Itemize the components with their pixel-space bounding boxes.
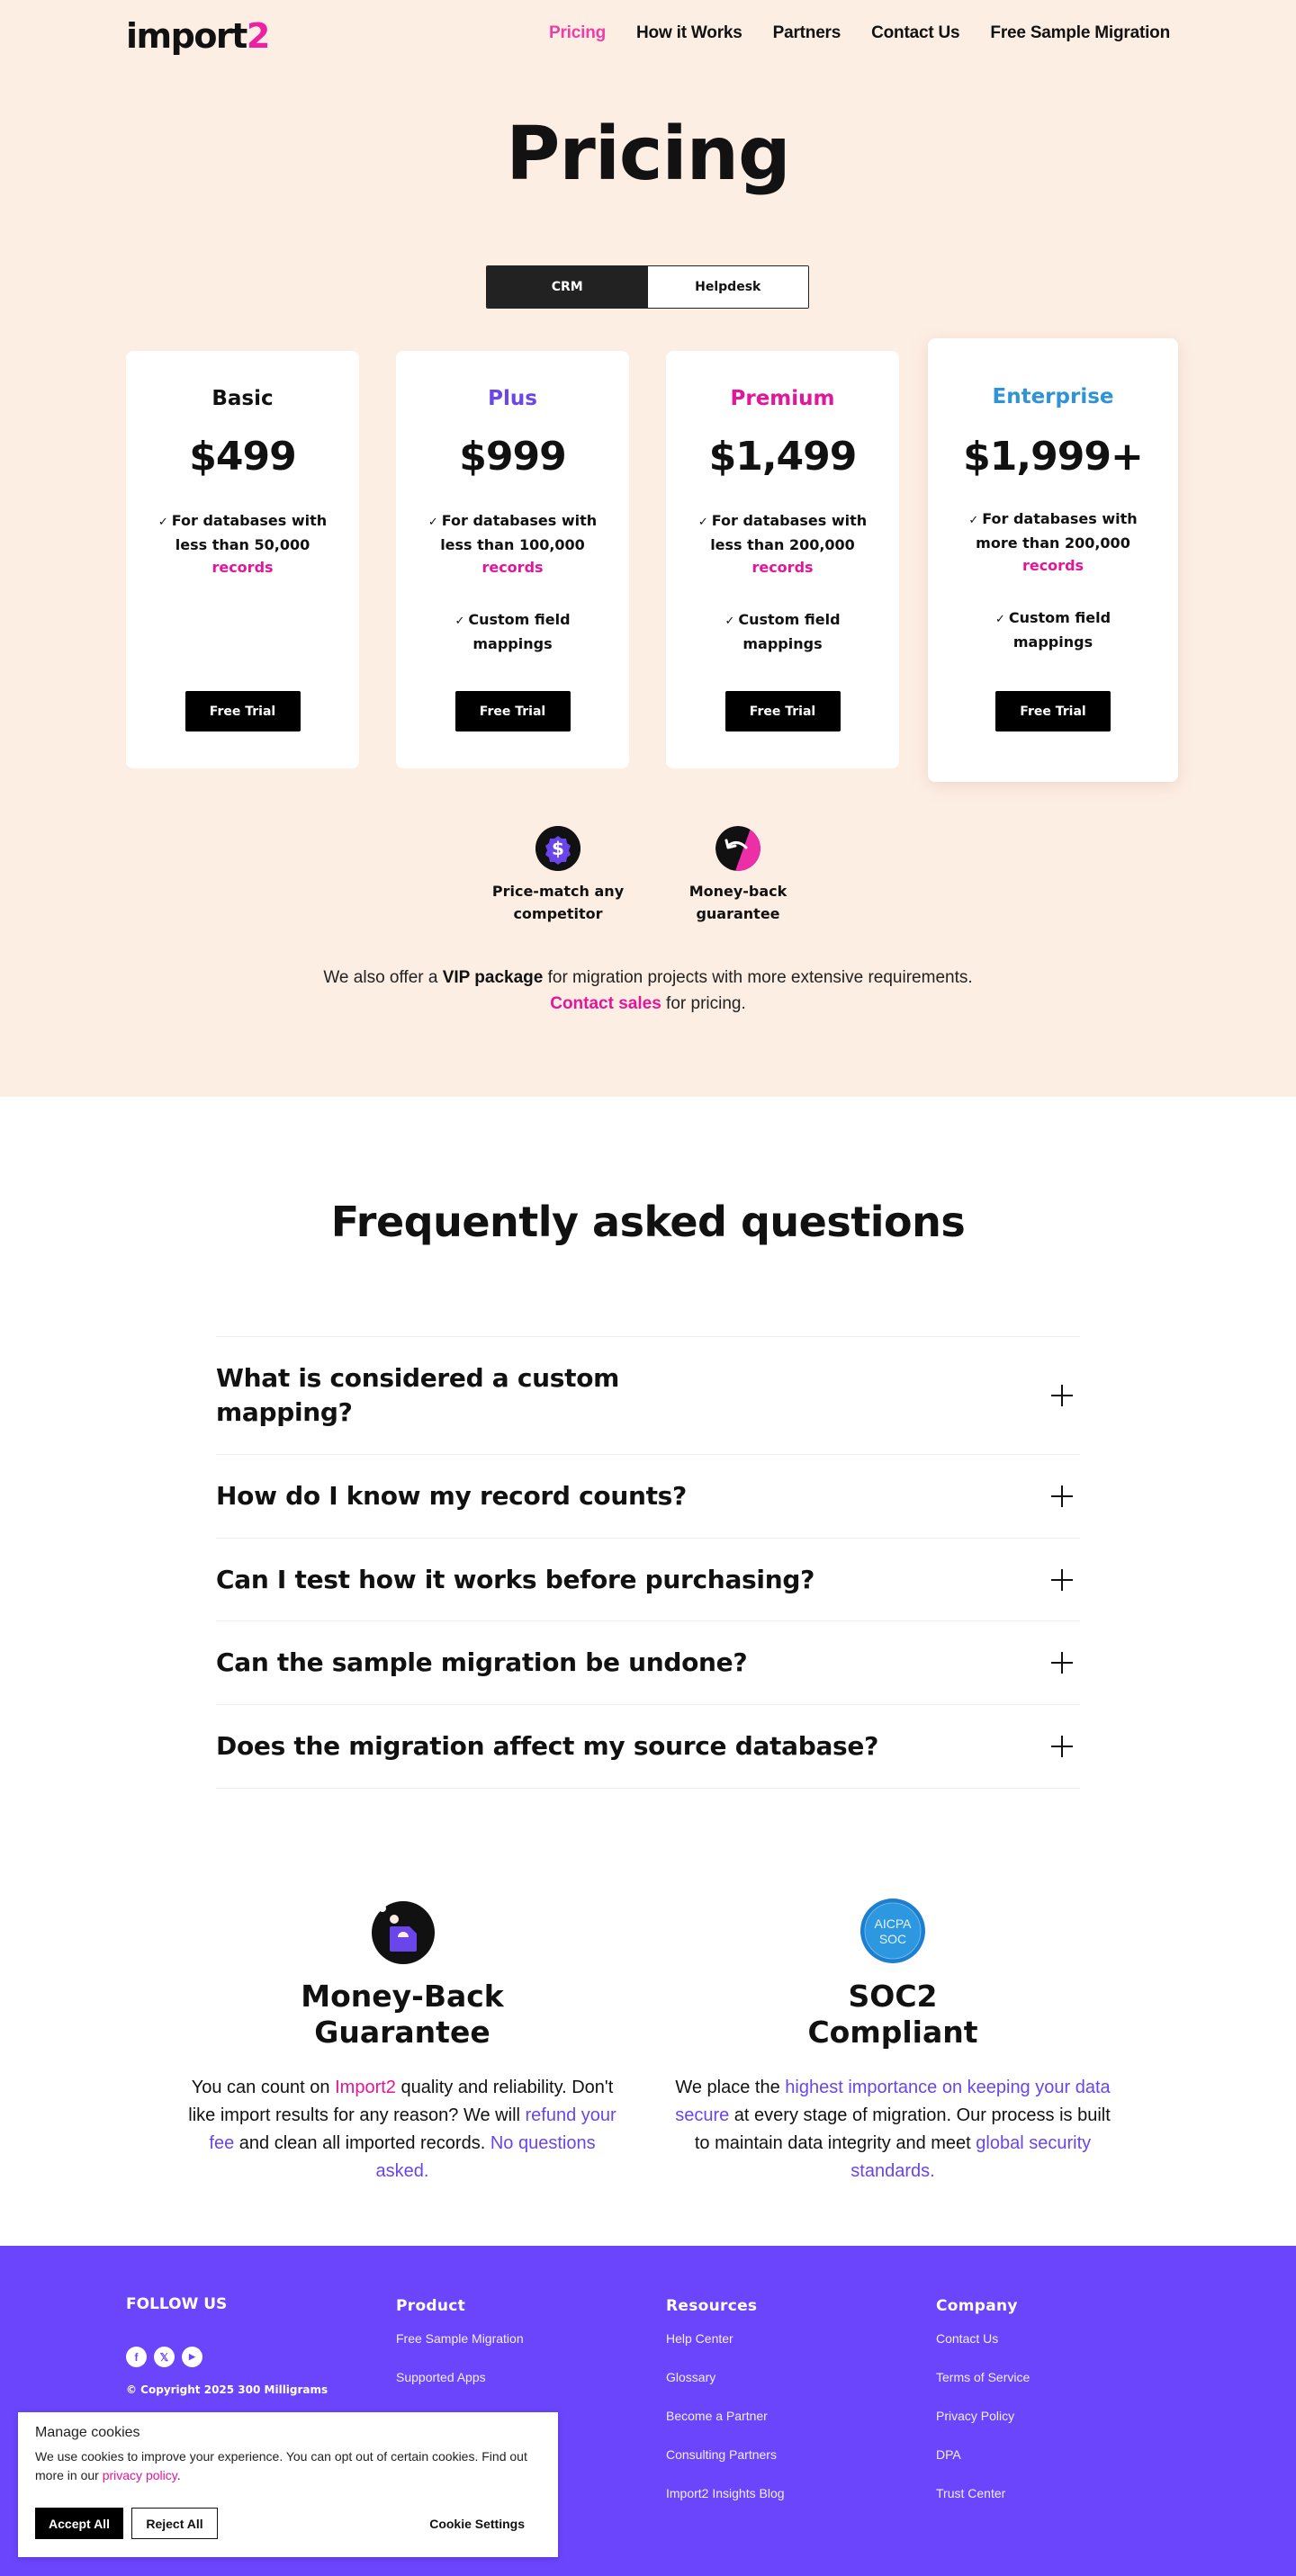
money-back-guarantee-block xyxy=(177,1898,627,2186)
plan-card-premium xyxy=(666,351,899,768)
facebook-icon[interactable]: f xyxy=(126,2347,147,2367)
follow-us-label: FOLLOW US xyxy=(126,2295,228,2313)
check-icon: ✓ xyxy=(698,516,708,529)
check-icon: ✓ xyxy=(454,615,465,628)
plan-name: Enterprise xyxy=(992,385,1114,408)
footer-resources-column xyxy=(666,2295,785,2523)
nav-link-how-it-works[interactable]: How it Works xyxy=(636,23,742,42)
free-trial-button[interactable]: Free Trial xyxy=(725,691,841,732)
faq-item[interactable]: Can I test how it works before purchasing? xyxy=(216,1539,1080,1621)
faq-item[interactable]: Can the sample migration be undone? xyxy=(216,1621,1080,1705)
cookie-settings-button[interactable]: Cookie Settings xyxy=(429,2508,525,2539)
money-back-description: You can count on Import2 quality and reliability. Don't like import results for any reason? We will refund your fee and clean all imported records. No questions asked. xyxy=(188,2078,616,2181)
undo-arrow-icon xyxy=(716,826,760,871)
plan-feature: ✓ Custom field mappings xyxy=(994,609,1112,651)
cookie-banner xyxy=(18,2412,558,2557)
soc2-description: We place the highest importance on keeping your data secure at every stage of migration. Our process is built to maintain data integrity and meet global security standards. xyxy=(675,2078,1111,2181)
tab-helpdesk[interactable]: Helpdesk xyxy=(648,266,809,308)
footer-column-title: Resources xyxy=(666,2297,758,2315)
nav-link-partners[interactable]: Partners xyxy=(772,23,842,42)
plan-price: $499 xyxy=(189,434,296,480)
money-back-title: Money-Back Guarantee xyxy=(301,1979,504,2050)
footer-link-terms-of-service[interactable]: Terms of Service xyxy=(936,2370,1030,2384)
logo-accent: 2 xyxy=(246,16,269,56)
price-match-badge xyxy=(477,826,639,925)
social-links xyxy=(126,2347,328,2367)
tab-crm[interactable]: CRM xyxy=(487,266,648,308)
soc2-compliance-block xyxy=(668,1898,1118,2186)
vip-package-note: We also offer a VIP package for migration projects with more extensive requirements. Contact sales for pricing. xyxy=(323,968,973,1013)
faq-section xyxy=(0,1097,1296,1781)
plan-name: Plus xyxy=(488,387,537,410)
plan-feature: ✓ For databases with less than 100,000 records xyxy=(428,512,598,576)
plan-card-basic xyxy=(126,351,359,768)
plan-feature: ✓ For databases with less than 50,000 records xyxy=(158,512,328,576)
footer-company-column xyxy=(936,2295,1030,2523)
footer-link-help-center[interactable]: Help Center xyxy=(666,2331,734,2346)
accept-all-button[interactable]: Accept All xyxy=(35,2508,123,2539)
plan-card-plus xyxy=(396,351,629,768)
check-icon: ✓ xyxy=(994,613,1005,626)
faq-item[interactable]: How do I know my record counts? xyxy=(216,1455,1080,1539)
plan-name: Premium xyxy=(730,387,835,410)
youtube-icon[interactable]: ▶ xyxy=(182,2347,202,2367)
logo-text: import xyxy=(126,16,247,56)
nav-links xyxy=(549,23,1170,43)
free-trial-button[interactable]: Free Trial xyxy=(185,691,301,732)
footer-follow-column xyxy=(126,2295,328,2396)
footer-link-trust-center[interactable]: Trust Center xyxy=(936,2486,1006,2500)
cookie-title: Manage cookies xyxy=(35,2425,140,2440)
pricing-section xyxy=(0,0,1296,1097)
faq-title: Frequently asked questions xyxy=(330,1198,966,1246)
free-trial-button[interactable]: Free Trial xyxy=(455,691,571,732)
footer-link-consulting-partners[interactable]: Consulting Partners xyxy=(666,2447,777,2462)
product-type-toggle xyxy=(486,265,809,309)
free-trial-button[interactable]: Free Trial xyxy=(995,691,1111,732)
plus-icon[interactable] xyxy=(1051,1652,1073,1674)
faq-item[interactable]: Does the migration affect my source database? xyxy=(216,1705,1080,1789)
logo[interactable] xyxy=(126,16,269,56)
footer-column-title: Company xyxy=(936,2297,1018,2315)
footer-link-contact-us[interactable]: Contact Us xyxy=(936,2331,999,2346)
aicpa-soc-badge-icon xyxy=(860,1898,926,1964)
x-twitter-icon[interactable]: 𝕏 xyxy=(154,2347,175,2367)
top-nav xyxy=(0,0,1296,72)
footer-column-title: Product xyxy=(396,2297,466,2315)
plus-icon[interactable] xyxy=(1051,1485,1073,1507)
footer-product-column xyxy=(396,2295,524,2407)
check-icon: ✓ xyxy=(158,516,168,529)
svg-text:SOC: SOC xyxy=(878,1932,907,1946)
copyright: © Copyright 2025 300 Milligrams xyxy=(126,2383,328,2396)
trust-section xyxy=(0,1781,1296,2246)
check-icon: ✓ xyxy=(724,615,735,628)
privacy-policy-link[interactable]: privacy policy xyxy=(102,2468,177,2482)
plan-price: $1,999+ xyxy=(963,434,1143,480)
plan-feature: ✓ For databases with more than 200,000 records xyxy=(968,510,1138,574)
page-title: Pricing xyxy=(506,112,790,197)
reject-all-button[interactable]: Reject All xyxy=(131,2508,218,2539)
footer-link-insights-blog[interactable]: Import2 Insights Blog xyxy=(666,2486,785,2500)
footer-link-free-sample-migration[interactable]: Free Sample Migration xyxy=(396,2331,524,2346)
footer-link-glossary[interactable]: Glossary xyxy=(666,2370,716,2384)
plan-feature: ✓ Custom field mappings xyxy=(454,611,571,652)
footer-link-dpa[interactable]: DPA xyxy=(936,2447,961,2462)
footer-link-supported-apps[interactable]: Supported Apps xyxy=(396,2370,486,2384)
dollar-badge-icon xyxy=(536,826,580,871)
badge-label: Price-match any competitor xyxy=(491,883,625,922)
plan-price: $999 xyxy=(459,434,566,480)
check-icon: ✓ xyxy=(968,514,979,527)
footer-link-become-a-partner[interactable]: Become a Partner xyxy=(666,2409,768,2423)
svg-text:$: $ xyxy=(552,838,564,859)
plan-price: $1,499 xyxy=(708,434,857,480)
contact-sales-link[interactable]: Contact sales xyxy=(550,994,662,1013)
plan-name: Basic xyxy=(212,387,274,410)
plan-card-enterprise xyxy=(928,338,1178,782)
wallet-icon xyxy=(369,1898,436,1964)
plan-feature: ✓ For databases with less than 200,000 records xyxy=(698,512,868,576)
money-back-badge xyxy=(657,826,819,925)
check-icon: ✓ xyxy=(428,516,438,529)
badge-label: Money-back guarantee xyxy=(688,883,788,922)
soc2-title: SOC2 Compliant xyxy=(807,1979,978,2050)
nav-link-contact-us[interactable]: Contact Us xyxy=(871,23,960,42)
nav-link-free-sample-migration[interactable]: Free Sample Migration xyxy=(990,23,1170,42)
faq-list xyxy=(216,1336,1080,1789)
faq-item[interactable]: What is considered a custom mapping? xyxy=(216,1337,1080,1455)
footer-link-privacy-policy[interactable]: Privacy Policy xyxy=(936,2409,1015,2423)
plus-icon[interactable] xyxy=(1051,1569,1073,1591)
plan-feature: ✓ Custom field mappings xyxy=(724,611,841,652)
plus-icon[interactable] xyxy=(1051,1736,1073,1757)
cookie-text: We use cookies to improve your experience. You can opt out of certain cookies. Find out more in our privacy policy. xyxy=(35,2449,527,2482)
svg-text:AICPA: AICPA xyxy=(874,1916,912,1931)
plus-icon[interactable] xyxy=(1051,1385,1073,1406)
nav-link-pricing[interactable]: Pricing xyxy=(549,23,607,42)
